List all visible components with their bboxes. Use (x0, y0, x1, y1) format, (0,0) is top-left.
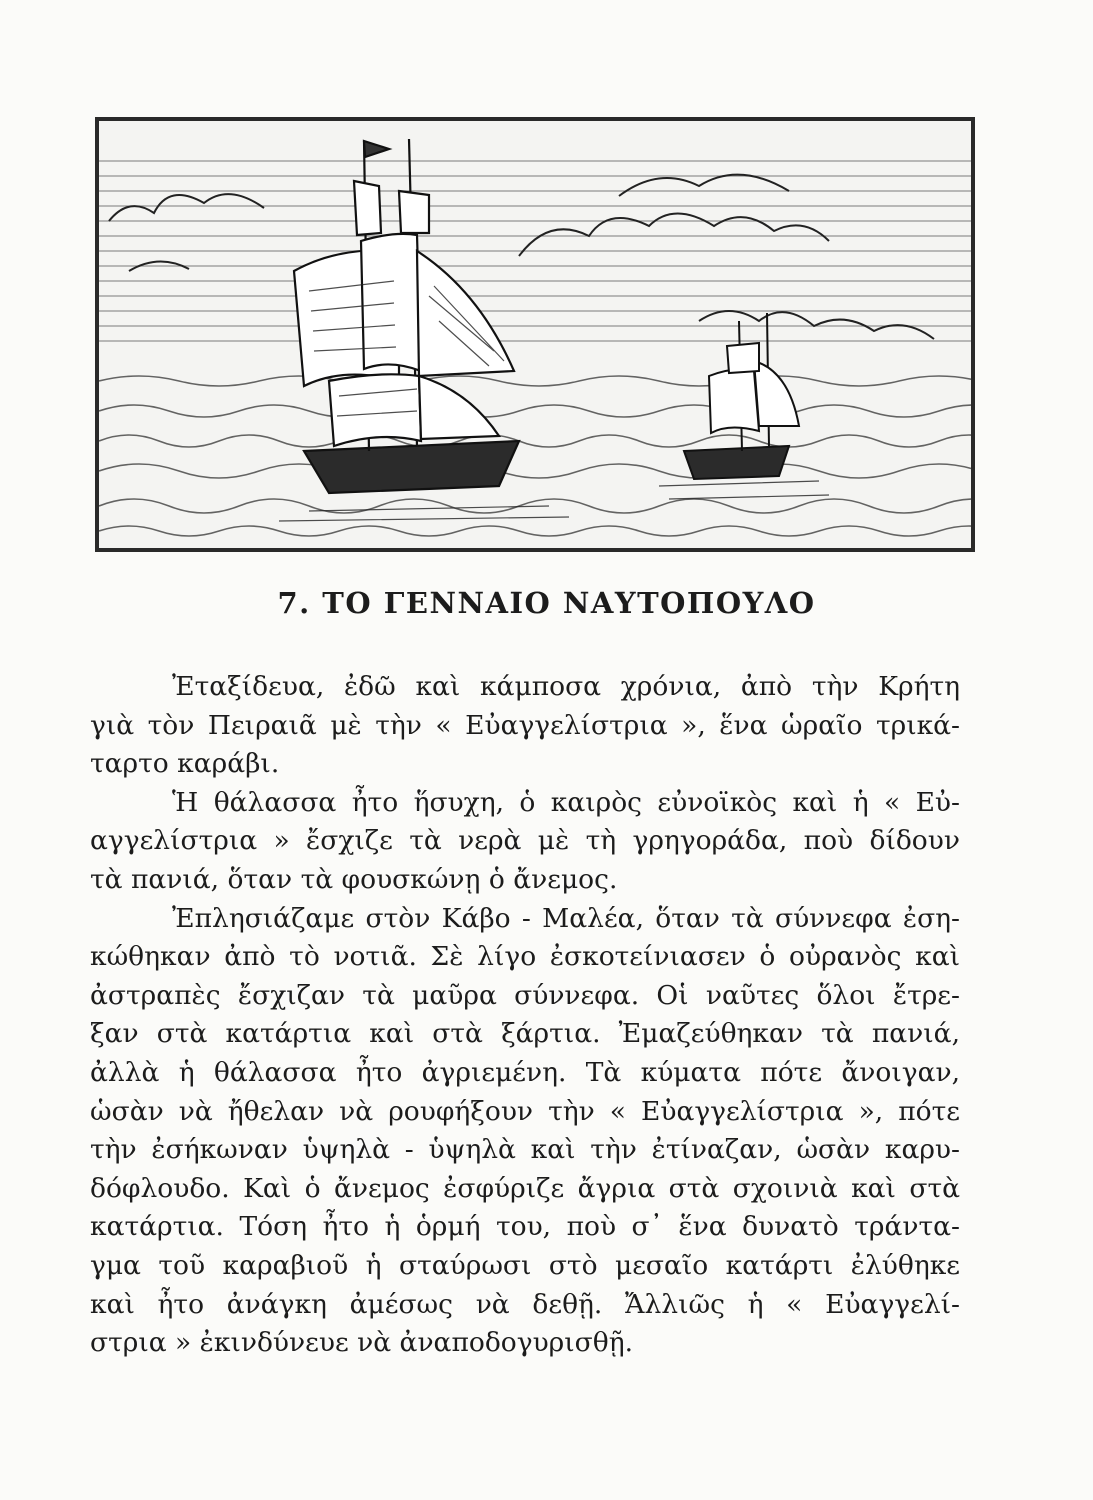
text-line: στρια » ἐκινδύνευε νὰ ἀναποδογυρισθῇ. (90, 1327, 633, 1359)
text-line: ξαν στὰ κατάρτια καὶ στὰ ξάρτια. Ἐμαζεύθηκαν τὰ πανιά, (90, 1018, 960, 1050)
text-line: ταρτο καράβι. (90, 748, 280, 780)
text-line: τὴν ἐσήκωναν ὑψηλὰ - ὑψηλὰ καὶ τὴν ἐτίναζαν, ὡσὰν καρυ- (90, 1134, 960, 1166)
text-line: γμα τοῦ καραβιοῦ ἡ σταύρωσι στὸ μεσαῖο κατάρτι ἐλύθηκε (90, 1249, 960, 1281)
text-line: ἀλλὰ ἡ θάλασσα ἦτο ἀγριεμένη. Τὰ κύματα πότε ἄνοιγαν, (90, 1056, 960, 1088)
chapter-title: 7. ΤΟ ΓΕΝΝΑΙΟ ΝΑΥΤΟΠΟΥΛΟ (277, 586, 816, 620)
text-line: αγγελίστρια » ἔσχιζε τὰ νερὰ μὲ τὴ γρηγοράδα, ποὺ δίδουν (90, 825, 960, 857)
text-line: καὶ ἦτο ἀνάγκη ἀμέσως νὰ δεθῇ. Ἄλλιῶς ἡ « Εὐαγγελί- (90, 1288, 960, 1320)
text-line: δόφλουδο. Καὶ ὁ ἄνεμος ἐσφύριζε ἄγρια στὰ σχοινιὰ καὶ στὰ (90, 1172, 960, 1204)
paragraph (90, 784, 960, 900)
paragraph (90, 900, 960, 1363)
paragraph (90, 668, 960, 784)
text-line: ἀστραπὲς ἔσχιζαν τὰ μαῦρα σύννεφα. Οἱ ναῦτες ὅλοι ἔτρε- (90, 979, 960, 1011)
body-text (90, 668, 960, 1363)
text-line: Ἡ θάλασσα ἦτο ἥσυχη, ὁ καιρὸς εὐνοϊκὸς καὶ ἡ « Εὐ- (172, 786, 960, 818)
sailing-ships-engraving-icon (99, 121, 971, 548)
ships-illustration (95, 117, 975, 552)
text-line: Ἐταξίδευα, ἐδῶ καὶ κάμποσα χρόνια, ἀπὸ τὴν Κρήτη (172, 671, 960, 702)
text-line: κατάρτια. Τόση ἦτο ἡ ὁρμή του, ποὺ σ᾽ ἕνα δυνατὸ τράντα- (90, 1211, 960, 1243)
text-line: κώθηκαν ἀπὸ τὸ νοτιᾶ. Σὲ λίγο ἐσκοτείνιασεν ὁ οὐρανὸς καὶ (90, 941, 960, 973)
text-line: Ἐπλησιάζαμε στὸν Κάβο - Μαλέα, ὅταν τὰ σύννεφα ἐση- (172, 902, 960, 934)
text-line: γιὰ τὸν Πειραιᾶ μὲ τὴν « Εὐαγγελίστρια », ἕνα ὡραῖο τρικά- (90, 709, 960, 741)
text-line: τὰ πανιά, ὅταν τὰ φουσκώνῃ ὁ ἄνεμος. (90, 863, 618, 895)
text-line: ὡσὰν νὰ ἤθελαν νὰ ρουφήξουν τὴν « Εὐαγγελίστρια », πότε (90, 1095, 960, 1127)
